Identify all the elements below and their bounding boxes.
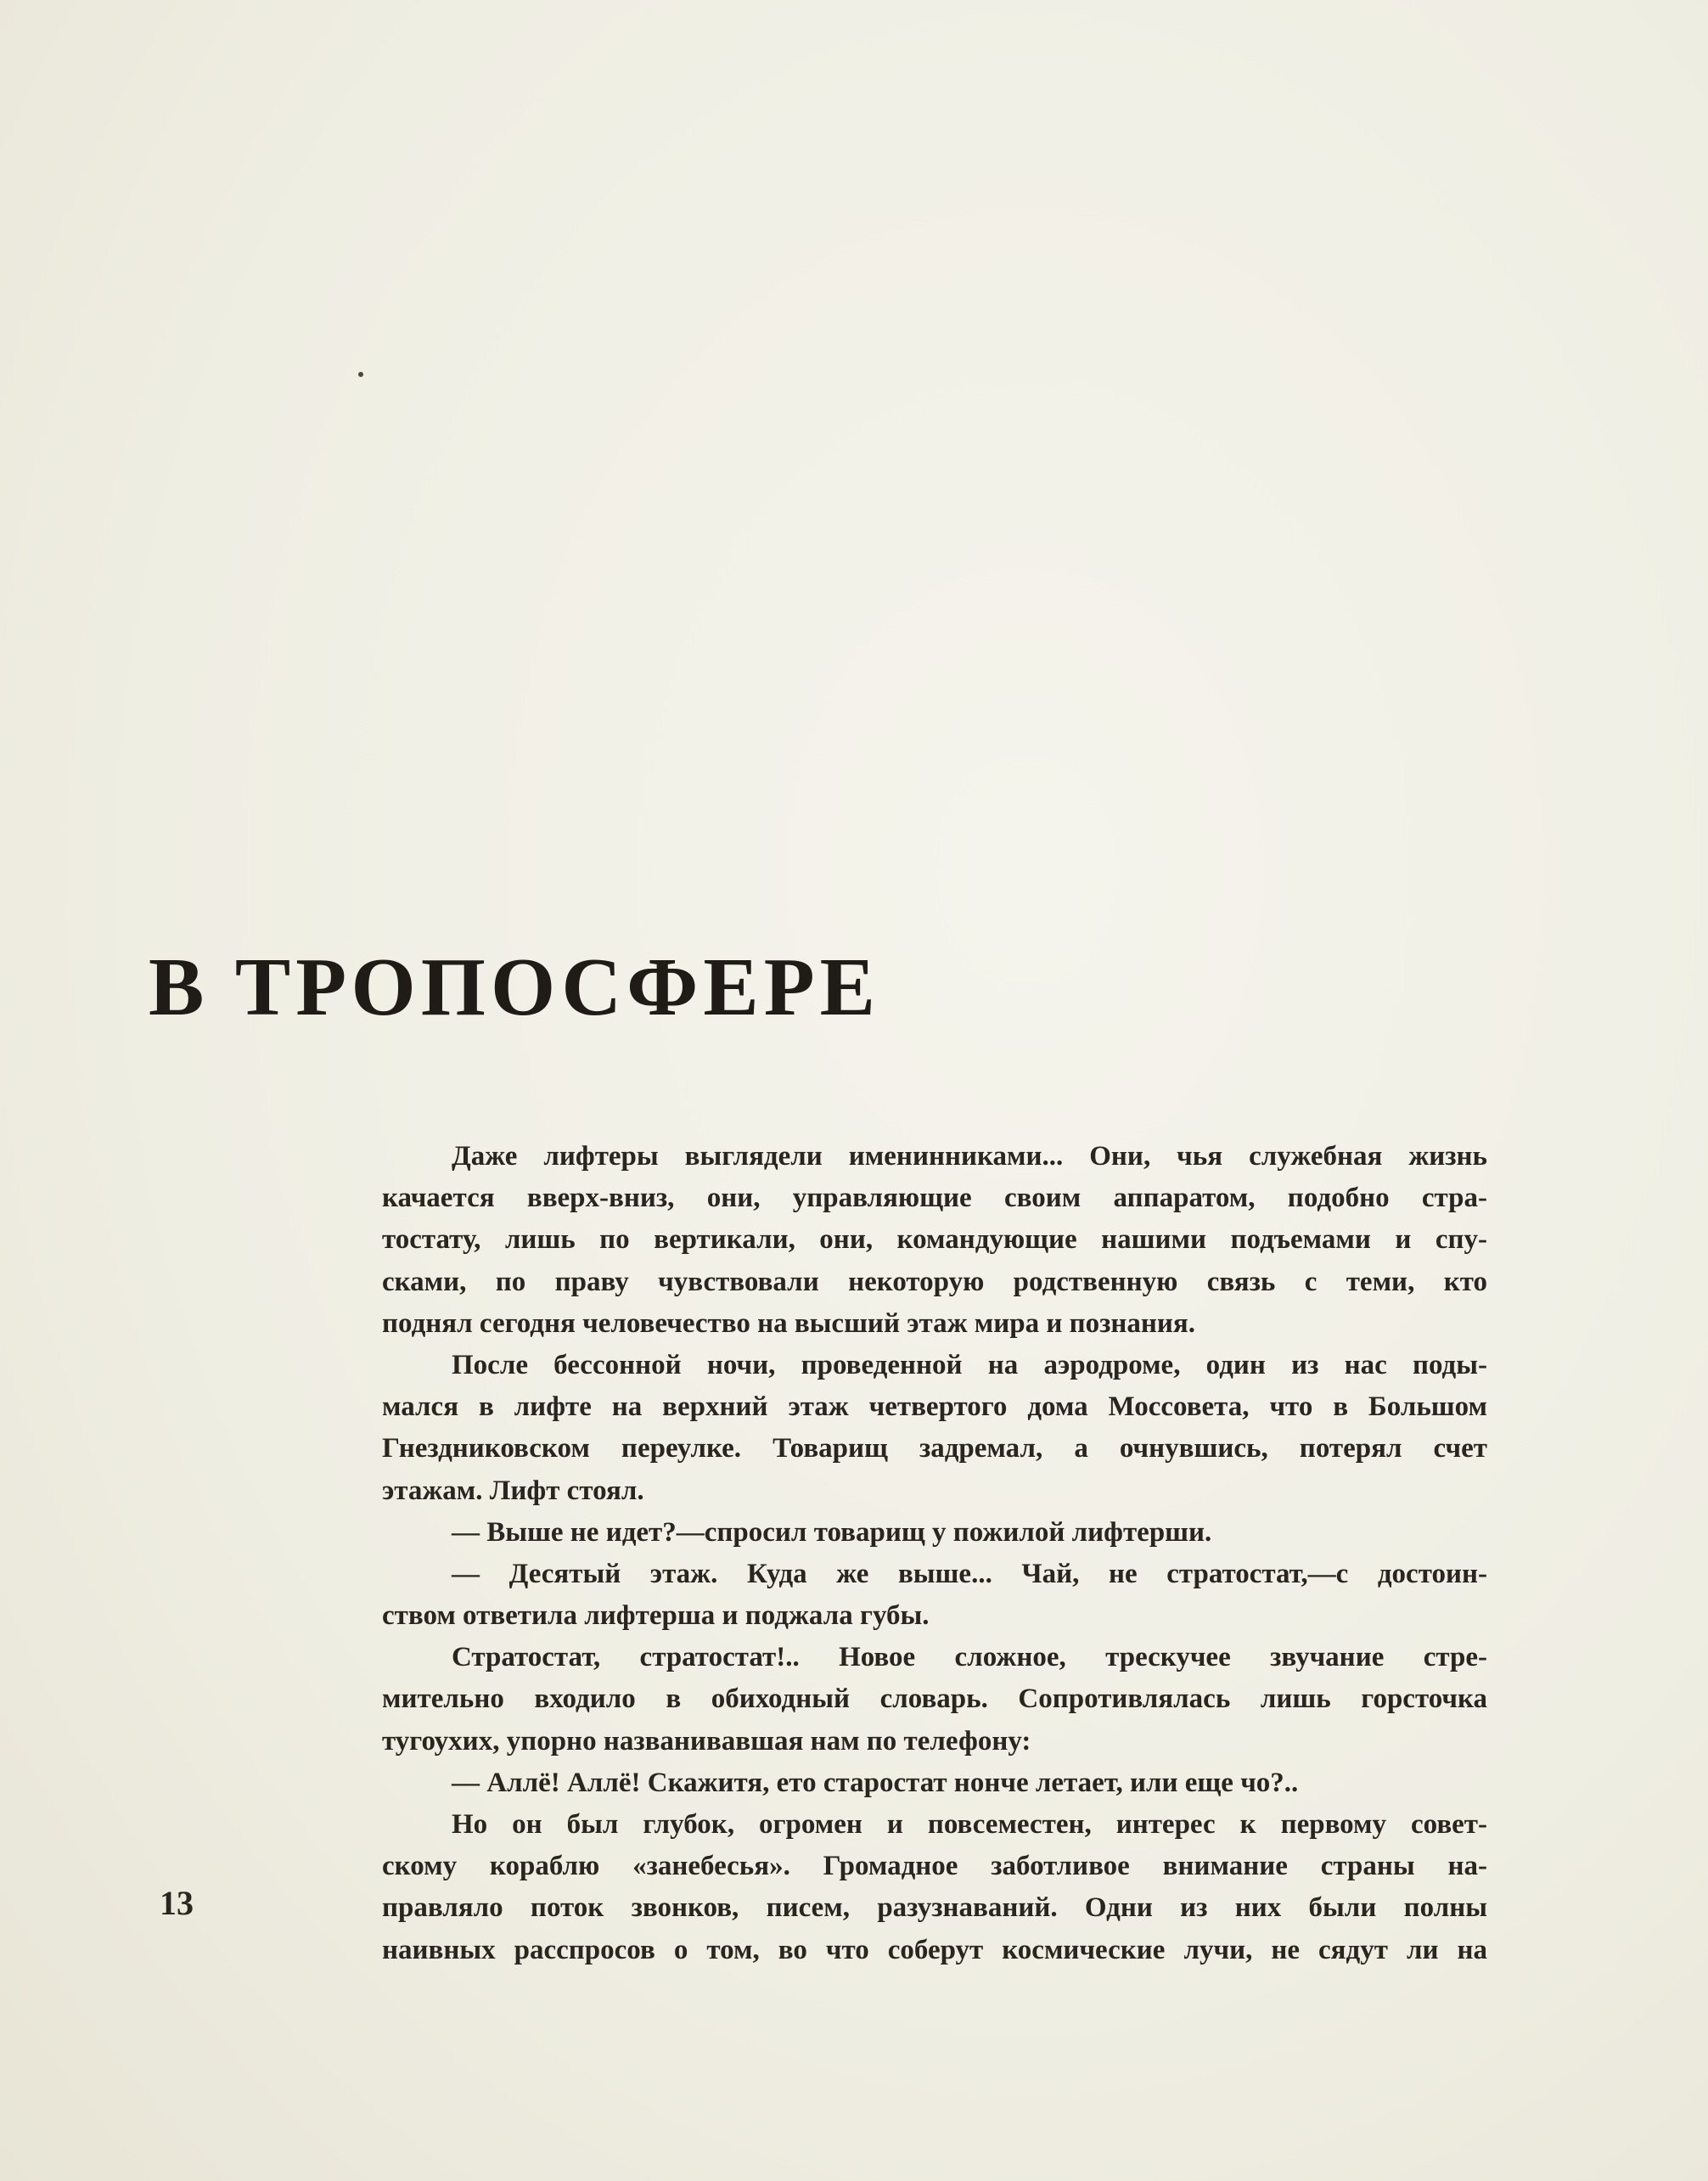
text-line: — Выше не идет?—спросил товарищ у пожилой лифтерши. — [452, 1516, 1212, 1548]
text-line: тугоухих, упорно названивавшая нам по телефону: — [382, 1725, 1031, 1757]
text-line: тостату, лишь по вертикали, они, командующие нашими подъемами и спу- — [382, 1224, 1487, 1256]
text-line: этажам. Лифт стоял. — [382, 1475, 644, 1506]
text-line: Стратостат, стратостат!.. Новое сложное, трескучее звучание стре- — [452, 1642, 1487, 1673]
page-number: 13 — [160, 1884, 194, 1922]
text-line: Гнездниковском переулке. Товарищ задремал, а очнувшись, потерял счет — [382, 1433, 1487, 1464]
ink-speck — [358, 372, 363, 377]
text-line: — Десятый этаж. Куда же выше... Чай, не стратостат,—с достоин- — [452, 1558, 1487, 1589]
text-line: правляло поток звонков, писем, разузнаваний. Одни из них были полны — [382, 1892, 1487, 1924]
text-line: Даже лифтеры выглядели именинниками... Они, чья служебная жизнь — [452, 1141, 1487, 1172]
body-text — [382, 1136, 1487, 1971]
text-line: скому кораблю «занебесья». Громадное заботливое внимание страны на- — [382, 1851, 1487, 1882]
text-line: сками, по праву чувствовали некоторую родственную связь с теми, кто — [382, 1266, 1487, 1297]
text-line: поднял сегодня человечество на высший этаж мира и познания. — [382, 1307, 1196, 1339]
text-line: Но он был глубок, огромен и повсеместен, интерес к первому совет- — [452, 1809, 1487, 1840]
text-line: — Аллё! Аллё! Скажитя, ето старостат нонче летает, или еще чо?.. — [452, 1767, 1299, 1798]
text-line: наивных расспросов о том, во что соберут космические лучи, не сядут ли на — [382, 1934, 1487, 1965]
text-line: мался в лифте на верхний этаж четвертого дома Моссовета, что в Большом — [382, 1391, 1487, 1423]
text-line: мительно входило в обиходный словарь. Сопротивлялась лишь горсточка — [382, 1684, 1487, 1715]
chapter-title: В ТРОПОСФЕРЕ — [149, 942, 880, 1033]
text-line: качается вверх-вниз, они, управляющие своим аппаратом, подобно стра- — [382, 1183, 1487, 1214]
text-line: ством ответила лифтерша и поджала губы. — [382, 1600, 930, 1632]
text-line: После бессонной ночи, проведенной на аэродроме, один из нас поды- — [452, 1349, 1487, 1380]
